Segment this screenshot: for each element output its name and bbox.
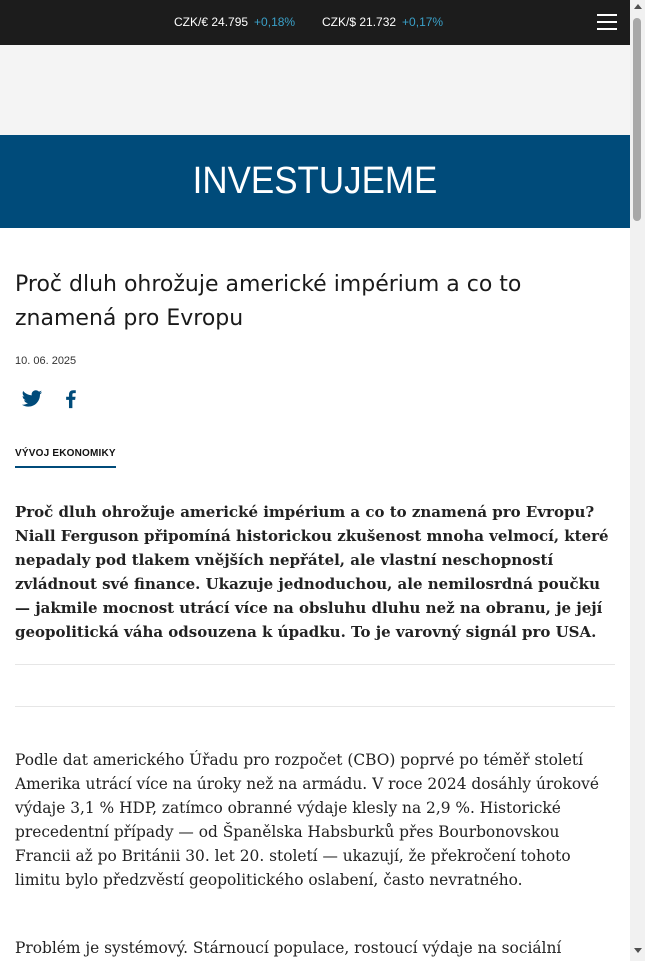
- ticker-usd: [322, 15, 443, 29]
- article-title: Proč dluh ohrožuje americké impérium a co to znamená pro Evropu: [15, 272, 522, 331]
- article-date: 10. 06. 2025: [15, 355, 77, 367]
- ticker-usd-change: +0,17%: [402, 15, 444, 29]
- article-paragraph: Podle dat amerického Úřadu pro rozpočet (CBO) poprvé po téměř století Amerika utrácí více na úroky než na armádu. V roce 2024 dosáhly úrokové výdaje 3,1 % HDP, zatímco obranné výdaje klesly na 2,9 %. Historické precedentní případy — od Španělska Habsburků přes Bourbonovskou Francii až po Británii 30. let 20. století — ukazují, že překročení tohoto limitu bylo předzvěstí geopolitického oslabení, často nevratného.: [15, 751, 599, 889]
- scroll-up-arrow-icon[interactable]: [634, 4, 642, 9]
- divider: [15, 664, 615, 665]
- ticker-eur-change: +0,18%: [254, 15, 296, 29]
- ticker-eur-pair: CZK/€ 24.795: [174, 15, 249, 29]
- site-logo[interactable]: INVESTUJEME: [192, 160, 438, 202]
- ticker-eur: [174, 15, 295, 29]
- article-paragraph: Problém je systémový. Stárnoucí populace, rostoucí výdaje na sociální: [15, 939, 562, 957]
- facebook-icon[interactable]: [60, 388, 82, 410]
- hamburger-icon[interactable]: [597, 14, 617, 32]
- top-bar: [0, 0, 630, 45]
- scrollbar[interactable]: [630, 0, 645, 961]
- ticker-usd-pair: CZK/$ 21.732: [322, 15, 397, 29]
- divider: [15, 706, 615, 707]
- category-tag[interactable]: VÝVOJ EKONOMIKY: [15, 448, 116, 468]
- twitter-icon[interactable]: [21, 388, 43, 410]
- scroll-down-arrow-icon[interactable]: [634, 948, 642, 953]
- scrollbar-thumb[interactable]: [633, 18, 641, 221]
- ad-space: [0, 45, 630, 135]
- article-lead: Proč dluh ohrožuje americké impérium a co to znamená pro Evropu? Niall Ferguson připomíná historickou zkušenost mnoha velmocí, které nepadaly pod tlakem vnějších nepřátel, ale vlastní neschopností zvládnout své finance. Ukazuje jednoduchou, ale nemilosrdná poučku — jakmile mocnost utrácí více na obsluhu dluhu než na obranu, je její geopolitická váha odsouzena k úpadku. To je varovný signál pro USA.: [15, 503, 609, 641]
